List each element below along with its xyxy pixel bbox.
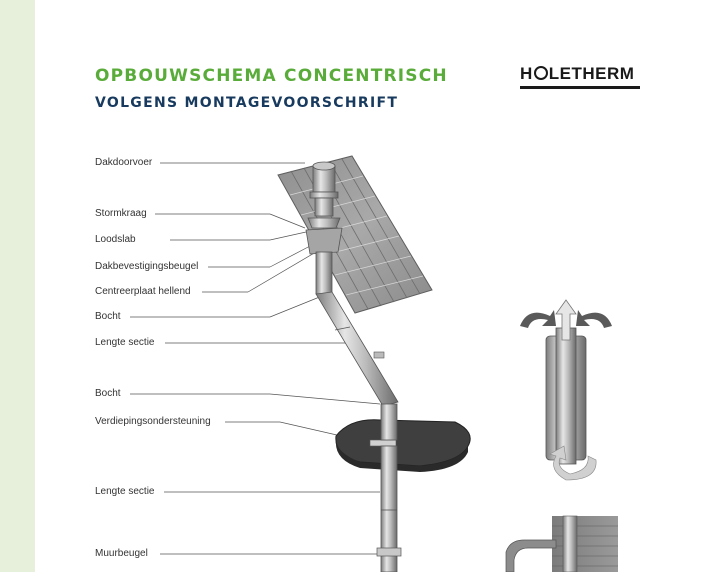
- vertical-pipe: [377, 404, 401, 572]
- leader-loodslab-b: [270, 232, 306, 240]
- label-dakdoorvoer: Dakdoorvoer: [95, 157, 153, 168]
- leader-bocht-bottom-b: [270, 394, 380, 404]
- leader-centreerplaat-b: [248, 252, 316, 292]
- leader-stormkraag-b: [270, 214, 305, 228]
- leader-dakbevestigingsbeugel-b: [270, 245, 312, 267]
- label-bocht-top: Bocht: [95, 311, 121, 322]
- label-stormkraag: Stormkraag: [95, 208, 147, 219]
- roof-tiles: [278, 156, 432, 313]
- label-centreerplaat-hellend: Centreerplaat hellend: [95, 286, 191, 297]
- label-verdiepingsondersteuning: Verdiepingsondersteuning: [95, 416, 211, 427]
- page-title: OPBOUWSCHEMA CONCENTRISCH: [95, 66, 448, 86]
- leader-bocht-top-b: [270, 296, 322, 317]
- flow-illustration: [520, 300, 612, 480]
- wall-bracket-illustration: [506, 516, 618, 572]
- floor-slab: [336, 420, 470, 472]
- label-bocht-bottom: Bocht: [95, 388, 121, 399]
- label-dakbevestigingsbeugel: Dakbevestigingsbeugel: [95, 261, 199, 272]
- logo-prefix: H: [520, 64, 533, 83]
- label-lengte-sectie-top: Lengte sectie: [95, 337, 155, 348]
- label-lengte-sectie-bottom: Lengte sectie: [95, 486, 155, 497]
- logo-suffix: LETHERM: [548, 64, 635, 83]
- page-subtitle: VOLGENS MONTAGEVOORSCHRIFT: [95, 95, 399, 111]
- label-loodslab: Loodslab: [95, 234, 136, 245]
- label-muurbeugel: Muurbeugel: [95, 548, 148, 559]
